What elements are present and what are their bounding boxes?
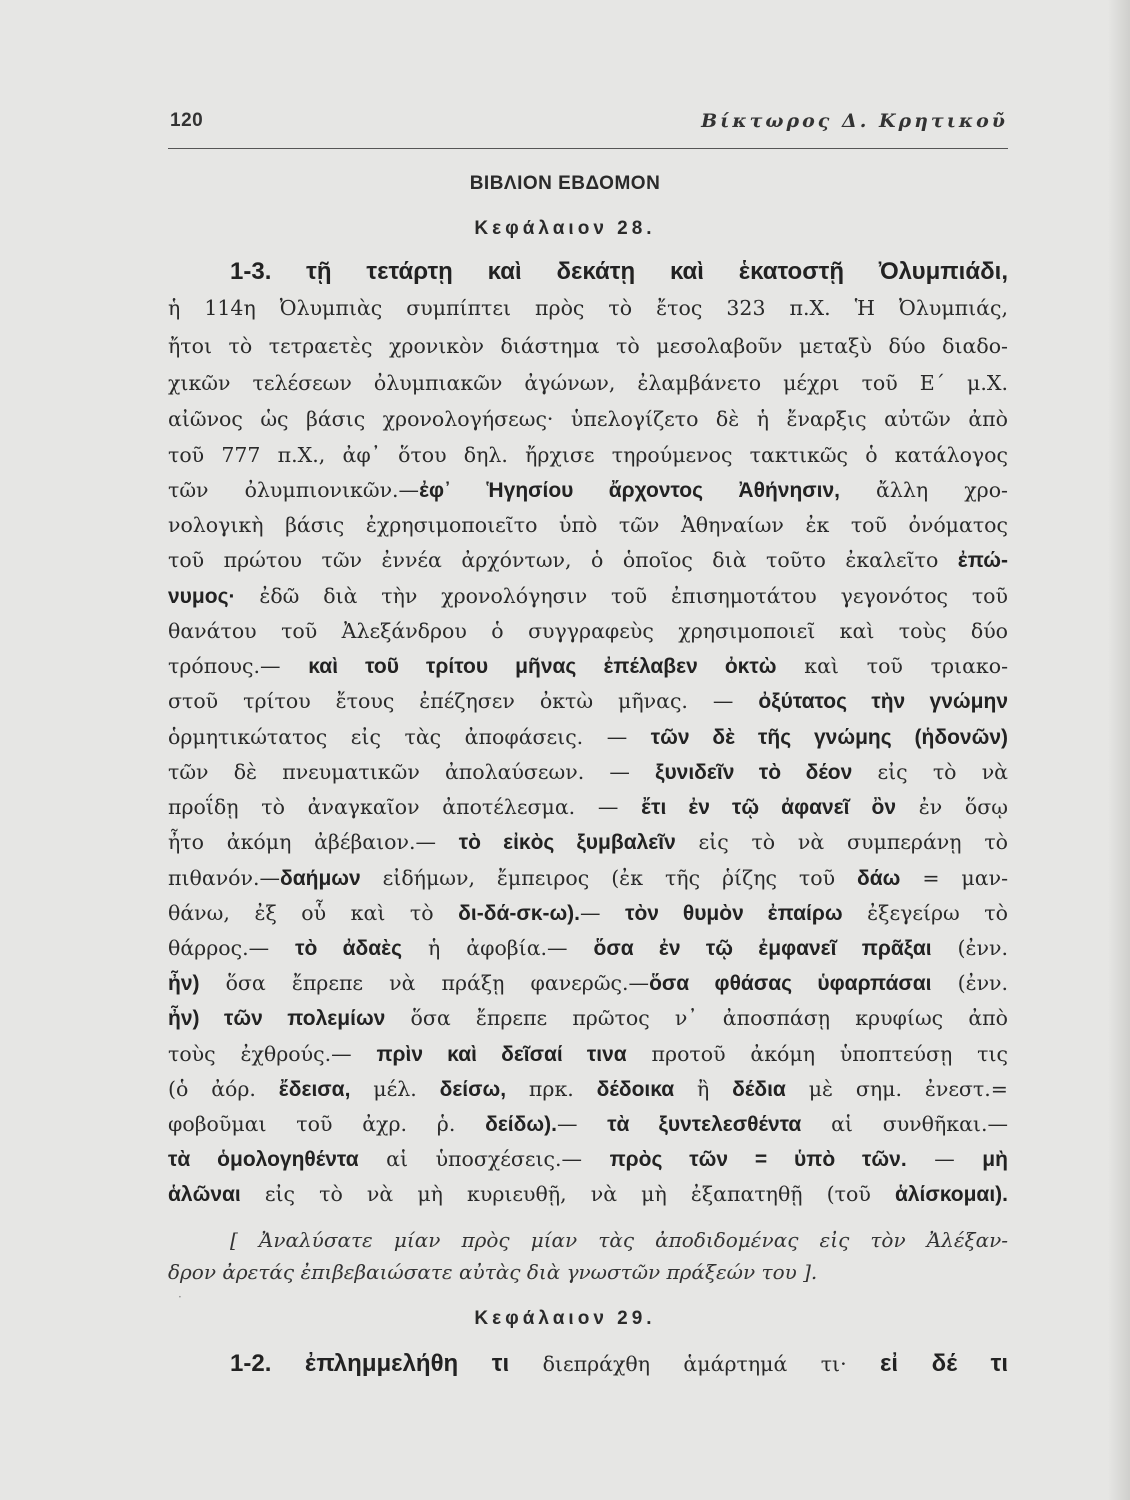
- line-segment: πιθανόν.—: [168, 866, 280, 890]
- text-line: [168, 793, 1008, 822]
- line-segment: προτοῦ ἀκόμη ὑποπτεύσῃ τις: [626, 1042, 1008, 1066]
- line-segment: φοβοῦμαι τοῦ ἀχρ. ῥ.: [168, 1112, 486, 1136]
- line-segment: νυμος·: [168, 585, 236, 608]
- line-segment: δι-δά-σκ-ω).: [458, 902, 581, 925]
- text-line: [168, 1004, 1008, 1033]
- text-line: [168, 332, 1008, 360]
- line-segment: διεπράχθη ἁμάρτημά τι·: [509, 1352, 881, 1376]
- line-segment: (ὁ ἀόρ.: [168, 1077, 279, 1101]
- line-segment: 1-2. ἐπλημμελήθη τι: [230, 1350, 510, 1377]
- text-line: [168, 687, 1008, 716]
- line-segment: πρὶν καὶ δεῖσαί τινα: [376, 1043, 627, 1066]
- line-segment: αἱ ὑποσχέσεις.—: [358, 1147, 610, 1171]
- text-line: [168, 969, 1008, 998]
- text-line: [168, 511, 1008, 539]
- text-line: [168, 723, 1008, 752]
- line-segment: ὅσα ἐν τῷ ἐμφανεῖ πρᾶξαι: [593, 937, 932, 960]
- text-line: [230, 1350, 1008, 1378]
- exercise-note-line-2: δρον ἀρετάς ἐπιβεβαιώσατε αὐτὰς διὰ γνωστῶν πράξεών του ].: [168, 1260, 818, 1284]
- line-segment: ὀξύτατος τὴν γνώμην: [758, 690, 1008, 713]
- line-segment: ἔτι ἐν τῷ ἀφανεῖ ὂν: [641, 796, 897, 819]
- line-segment: τῶν δὲ πνευματικῶν ἀπολαύσεων. —: [168, 760, 656, 784]
- line-segment: ἦν) τῶν πολεμίων: [168, 1007, 386, 1030]
- line-segment: τοῦ 777 π.Χ., ἀφ᾽ ὅτου δηλ. ἤρχισε τηρούμενος τακτικῶς ὁ κατάλογος: [168, 443, 1008, 467]
- text-line: [168, 294, 1008, 322]
- text-line: [168, 934, 1008, 963]
- text-line: [168, 369, 1008, 397]
- page-header: [168, 108, 1008, 149]
- text-line: [168, 864, 1008, 893]
- line-segment: ἁλῶναι: [168, 1183, 241, 1206]
- line-segment: δέδια: [732, 1078, 786, 1101]
- text-line: [168, 441, 1008, 469]
- line-segment: θάνω, ἐξ οὗ καὶ τὸ: [168, 901, 459, 925]
- line-segment: ὅσα ἔπρεπε πρῶτος ν᾽ ἀποσπάσῃ κρυφίως ἀπὸ: [385, 1006, 1008, 1030]
- line-segment: μέλ.: [350, 1077, 440, 1101]
- line-segment: ἐξεγείρω τὸ: [842, 901, 1008, 925]
- line-segment: ἢ: [674, 1077, 733, 1101]
- line-segment: ὅσα ἔπρεπε νὰ πράξῃ φανερῶς.—: [199, 971, 650, 995]
- text-line: [168, 405, 1008, 433]
- line-segment: ἡ ἀφοβία.—: [402, 936, 594, 960]
- line-segment: ἐν ὅσῳ: [896, 795, 1008, 819]
- line-segment: τὸν θυμὸν ἐπαίρω: [625, 902, 843, 925]
- line-segment: τῶν ὀλυμπιονικῶν.—: [168, 478, 420, 502]
- line-segment: μὴ: [982, 1148, 1008, 1171]
- line-segment: ἁλίσκομαι).: [894, 1183, 1008, 1206]
- line-segment: δαήμων: [279, 867, 361, 890]
- line-segment: ἤτοι τὸ τετραετὲς χρονικὸν διάστημα τὸ μεσολαβοῦν μεταξὺ δύο διαδο-: [168, 334, 1008, 358]
- line-segment: τοῦ πρώτου τῶν ἐννέα ἀρχόντων, ὁ ὁποῖος διὰ τοῦτο ἐκαλεῖτο: [168, 548, 958, 572]
- line-segment: πρὸς τῶν = ὑπὸ τῶν.: [609, 1148, 907, 1171]
- running-head: Βίκτωρος Δ. Κρητικοῦ: [701, 110, 1008, 132]
- line-segment: (ἐνν.: [931, 971, 1009, 995]
- line-segment: αἱ συνθῆκαι.—: [801, 1112, 1008, 1136]
- line-segment: —: [906, 1147, 983, 1171]
- line-segment: θάρρος.—: [168, 936, 296, 960]
- line-segment: —: [580, 901, 626, 925]
- page-number: 120: [170, 110, 204, 131]
- line-segment: θανάτου τοῦ Ἀλεξάνδρου ὁ συγγραφεὺς χρησιμοποιεῖ καὶ τοὺς δύο: [168, 619, 1008, 643]
- line-segment: δείσω,: [439, 1078, 507, 1101]
- line-segment: νολογικὴ βάσις ἐχρησιμοποιεῖτο ὑπὸ τῶν Ἀθηναίων ἐκ τοῦ ὀνόματος: [168, 513, 1008, 537]
- line-segment: 1-3. τῇ τετάρτῃ καὶ δεκάτῃ καὶ ἑκατοστῇ Ὀλυμπιάδι,: [230, 258, 1008, 285]
- text-line: [168, 476, 1008, 505]
- line-segment: ἔδεισα,: [278, 1078, 351, 1101]
- text-line: [230, 258, 1008, 286]
- line-segment: αἰῶνος ὡς βάσις χρονολογήσεως· ὑπελογίζετο δὲ ἡ ἔναρξις αὐτῶν ἀπὸ: [168, 407, 1008, 431]
- line-segment: τὸ εἰκὸς ξυμβαλεῖν: [458, 831, 676, 854]
- text-line: [168, 582, 1008, 611]
- line-segment: ἐδῶ διὰ τὴν χρονολόγησιν τοῦ ἐπισημοτάτου γεγονότος τοῦ: [235, 584, 1008, 608]
- line-segment: προΐδῃ τὸ ἀναγκαῖον ἀποτέλεσμα. —: [168, 795, 642, 819]
- line-segment: καὶ τοῦ τριακο-: [776, 654, 1008, 678]
- line-segment: τὰ ὁμολογηθέντα: [168, 1148, 359, 1171]
- line-segment: δάω: [856, 867, 901, 890]
- line-segment: μὲ σημ. ἐνεστ.=: [785, 1077, 1008, 1101]
- chapter-heading-28: Κεφάλαιον 28.: [474, 218, 656, 239]
- line-segment: χικῶν τελέσεων ὀλυμπιακῶν ἀγώνων, ἐλαμβάνετο μέχρι τοῦ Ε΄ μ.Χ.: [168, 371, 1008, 395]
- line-segment: ἡ 114η Ὀλυμπιὰς συμπίπτει πρὸς τὸ ἔτος 323 π.Χ. Ἡ Ὀλυμπιάς,: [168, 296, 1008, 320]
- line-segment: —: [556, 1112, 608, 1136]
- text-line: [168, 1110, 1008, 1139]
- book-title: ΒΙΒΛΙΟΝ ΕΒΔΟΜΟΝ: [469, 173, 661, 194]
- line-segment: ἦτο ἀκόμη ἀβέβαιον.—: [168, 830, 459, 854]
- line-segment: τρόπους.—: [168, 654, 309, 678]
- line-segment: εἰδήμων, ἔμπειρος (ἐκ τῆς ῥίζης τοῦ: [360, 866, 857, 890]
- line-segment: στοῦ τρίτου ἔτους ἐπέζησεν ὀκτὼ μῆνας. —: [168, 689, 759, 713]
- text-line: [168, 652, 1008, 681]
- line-segment: ξυνιδεῖν τὸ δέον: [655, 761, 853, 784]
- line-segment: τὸ ἀδαὲς: [295, 937, 403, 960]
- text-line: [168, 1075, 1008, 1104]
- text-line: [168, 828, 1008, 857]
- line-segment: ἐφ᾽ Ἡγησίου ἄρχοντος Ἀθήνησιν,: [419, 479, 840, 502]
- line-segment: εἰς τὸ νὰ: [852, 760, 1009, 784]
- line-segment: ὅσα φθάσας ὑφαρπάσαι: [649, 972, 932, 995]
- line-segment: τὰ ξυντελεσθέντα: [607, 1113, 802, 1136]
- line-segment: ἐπώ-: [957, 549, 1008, 572]
- text-line: [168, 1145, 1008, 1174]
- text-line: [168, 546, 1008, 575]
- text-line: [168, 1180, 1008, 1209]
- line-segment: τῶν δὲ τῆς γνώμης (ἡδονῶν): [650, 726, 1008, 749]
- line-segment: δείδω).: [485, 1113, 557, 1136]
- line-segment: ἄλλη χρο-: [840, 478, 1008, 502]
- line-segment: εἰ δέ τι: [880, 1350, 1008, 1377]
- line-segment: εἰς τὸ νὰ μὴ κυριευθῇ, νὰ μὴ ἐξαπατηθῇ (τοῦ: [240, 1182, 895, 1206]
- line-segment: (ἐνν.: [931, 936, 1009, 960]
- text-line: [168, 1040, 1008, 1069]
- text-line: [168, 899, 1008, 928]
- line-segment: τοὺς ἐχθρούς.—: [168, 1042, 377, 1066]
- line-segment: εἰς τὸ νὰ συμπεράνῃ τὸ: [675, 830, 1008, 854]
- line-segment: = μαν-: [900, 866, 1008, 890]
- line-segment: καὶ τοῦ τρίτου μῆνας ἐπέλαβεν ὀκτὼ: [308, 655, 777, 678]
- print-speck: ·: [178, 1290, 182, 1304]
- text-line: [168, 758, 1008, 787]
- exercise-note-line-1: [ Ἀναλύσατε μίαν πρὸς μίαν τὰς ἀποδιδομένας εἰς τὸν Ἀλέξαν-: [230, 1228, 1008, 1252]
- text-line: [168, 617, 1008, 645]
- line-segment: ὁρμητικώτατος εἰς τὰς ἀποφάσεις. —: [168, 725, 651, 749]
- chapter-heading-29: Κεφάλαιον 29.: [474, 1308, 656, 1329]
- line-segment: ἦν): [168, 972, 200, 995]
- line-segment: πρκ.: [506, 1077, 597, 1101]
- line-segment: δέδοικα: [596, 1078, 675, 1101]
